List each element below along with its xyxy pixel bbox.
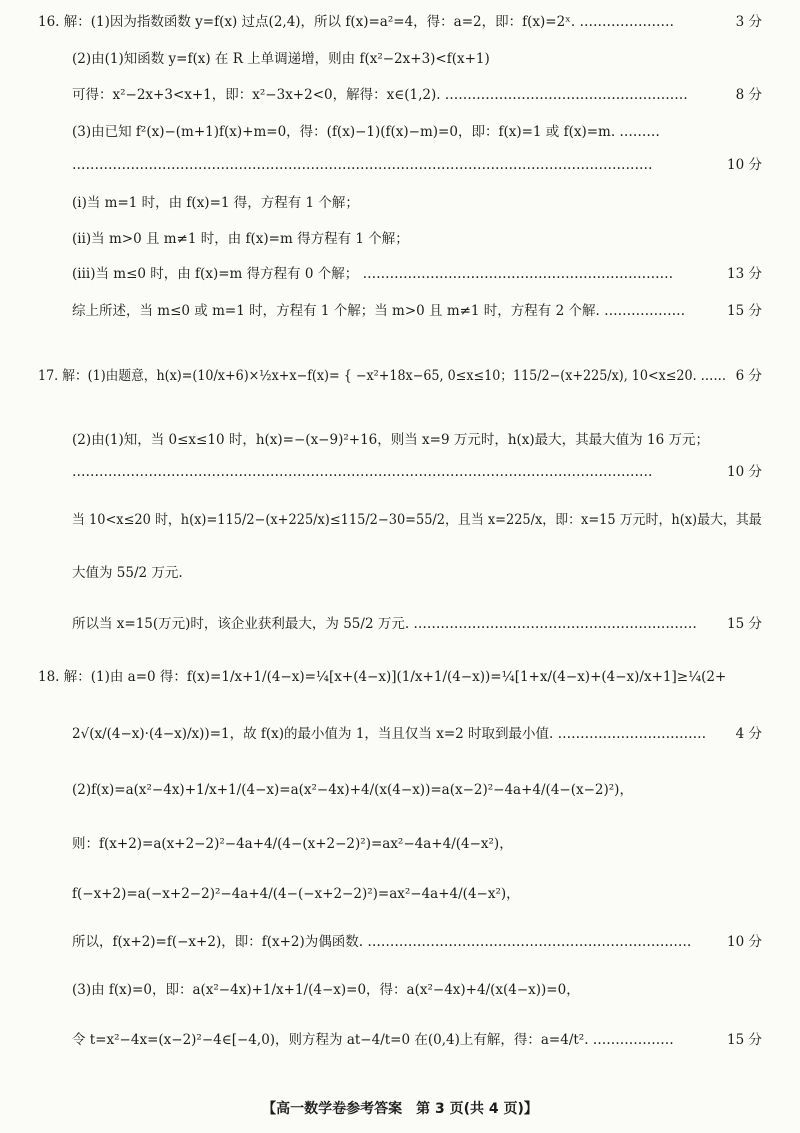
line-text: 所以，f(x+2)=f(−x+2)，即：f(x+2)为偶函数. ………………………………………………………………: [72, 934, 692, 950]
line-text: 2√(x/(4−x)·(4−x)/x))=1，故 f(x)的最小值为 1，当且仅当 x=2 时取到最小值. ……………………………: [72, 726, 707, 742]
line-text: …………………………………………………………………………………………………………………: [72, 157, 653, 173]
line-16-9: [72, 301, 762, 321]
line-17-5: [72, 563, 762, 583]
line-18-1: [38, 667, 762, 687]
line-text: 则：f(x+2)=a(x+2−2)²−4a+4/(4−(x+2−2)²)=ax²−4a+4/(4−x²)，: [72, 836, 513, 852]
line-score: 13 分: [727, 266, 762, 282]
line-text: (ⅰ)当 m=1 时，由 f(x)=1 得，方程有 1 个解；: [72, 195, 359, 211]
line-18-3: [72, 780, 762, 800]
line-18-5: [72, 884, 762, 904]
line-16-7: [72, 229, 762, 249]
line-16-2: [72, 49, 762, 69]
line-text: 当 10<x≤20 时，h(x)=115/2−(x+225/x)≤115/2−30=55/2，且当 x=225/x，即：x=15 万元时，h(x)最大，其最: [72, 512, 762, 528]
line-text: 18. 解：(1)由 a=0 得：f(x)=1/x+1/(4−x)=¼[x+(4−x)](1/x+1/(4−x))=¼[1+x/(4−x)+(4−x)/x+1]≥¼(2+: [38, 669, 727, 685]
line-text: (ⅱ)当 m>0 且 m≠1 时，由 f(x)=m 得方程有 1 个解；: [72, 231, 409, 247]
line-text: 大值为 55/2 万元.: [72, 565, 183, 581]
line-text: (3)由 f(x)=0，即：a(x²−4x)+1/x+1/(4−x)=0，得：a(x²−4x)+4/(x(4−x))=0，: [72, 982, 580, 998]
line-17-2: [72, 430, 762, 450]
line-18-6: [72, 932, 762, 952]
line-score: 15 分: [727, 303, 762, 319]
line-score: 10 分: [727, 934, 762, 950]
line-text: 可得：x²−2x+3<x+1，即：x²−3x+2<0，解得：x∈(1,2). ………………………………………………: [72, 87, 688, 103]
line-18-4: [72, 834, 762, 854]
line-text: 综上所述，当 m≤0 或 m=1 时，方程有 1 个解；当 m>0 且 m≠1 时，方程有 2 个解. ………………: [72, 303, 686, 319]
line-18-7: [72, 980, 762, 1000]
line-text: (2)f(x)=a(x²−4x)+1/x+1/(4−x)=a(x²−4x)+4/(x(4−x))=a(x−2)²−4a+4/(4−(x−2)²)，: [72, 782, 633, 798]
line-17-1: [38, 366, 762, 386]
line-17-3: [72, 462, 762, 482]
line-text: (2)由(1)知，当 0≤x≤10 时，h(x)=−(x−9)²+16，则当 x=9 万元时，h(x)最大，其最大值为 16 万元；: [72, 432, 709, 448]
line-score: 10 分: [727, 464, 762, 480]
line-16-8: [72, 264, 762, 284]
line-16-4: [72, 122, 762, 142]
line-text: …………………………………………………………………………………………………………………: [72, 464, 653, 480]
line-score: 6 分: [735, 368, 762, 384]
line-18-2: [72, 724, 762, 744]
page-footer: 【高一数学卷参考答案 第 3 页(共 4 页)】: [262, 1101, 538, 1117]
line-text: 所以当 x=15(万元)时，该企业获利最大，为 55/2 万元. ………………………………………………………: [72, 616, 697, 632]
line-score: 15 分: [727, 616, 762, 632]
line-16-5: [72, 155, 762, 175]
line-text: f(−x+2)=a(−x+2−2)²−4a+4/(4−(−x+2−2)²)=ax²−4a+4/(4−x²)，: [72, 886, 520, 902]
line-16-1: [38, 12, 762, 32]
line-16-6: [72, 193, 762, 213]
line-text: (2)由(1)知函数 y=f(x) 在 R 上单调递增，则由 f(x²−2x+3)<f(x+1): [72, 51, 490, 67]
line-score: 8 分: [735, 87, 762, 103]
line-17-6: [72, 614, 762, 634]
line-text: (3)由已知 f²(x)−(m+1)f(x)+m=0，得：(f(x)−1)(f(x)−m)=0，即：f(x)=1 或 f(x)=m. ………: [72, 124, 660, 140]
line-score: 4 分: [735, 726, 762, 742]
line-18-8: [72, 1030, 762, 1050]
line-text: 17. 解：(1)由题意，h(x)=(10/x+6)×½x+x−f(x)= { −x²+18x−65, 0≤x≤10；115/2−(x+225/x), 10<x≤20. ……: [38, 368, 727, 384]
line-score: 15 分: [727, 1032, 762, 1048]
line-text: 令 t=x²−4x=(x−2)²−4∈[−4,0)，则方程为 at−4/t=0 在(0,4)上有解，得：a=4/t². ………………: [72, 1032, 674, 1048]
line-text: 16. 解：(1)因为指数函数 y=f(x) 过点(2,4)，所以 f(x)=a²=4，得：a=2，即：f(x)=2ˣ. …………………: [38, 14, 674, 30]
line-17-4: [72, 510, 762, 530]
line-16-3: [72, 85, 762, 105]
line-score: 10 分: [727, 157, 762, 173]
line-score: 3 分: [735, 14, 762, 30]
line-text: (ⅲ)当 m≤0 时，由 f(x)=m 得方程有 0 个解； ……………………………………………………………: [72, 266, 674, 282]
